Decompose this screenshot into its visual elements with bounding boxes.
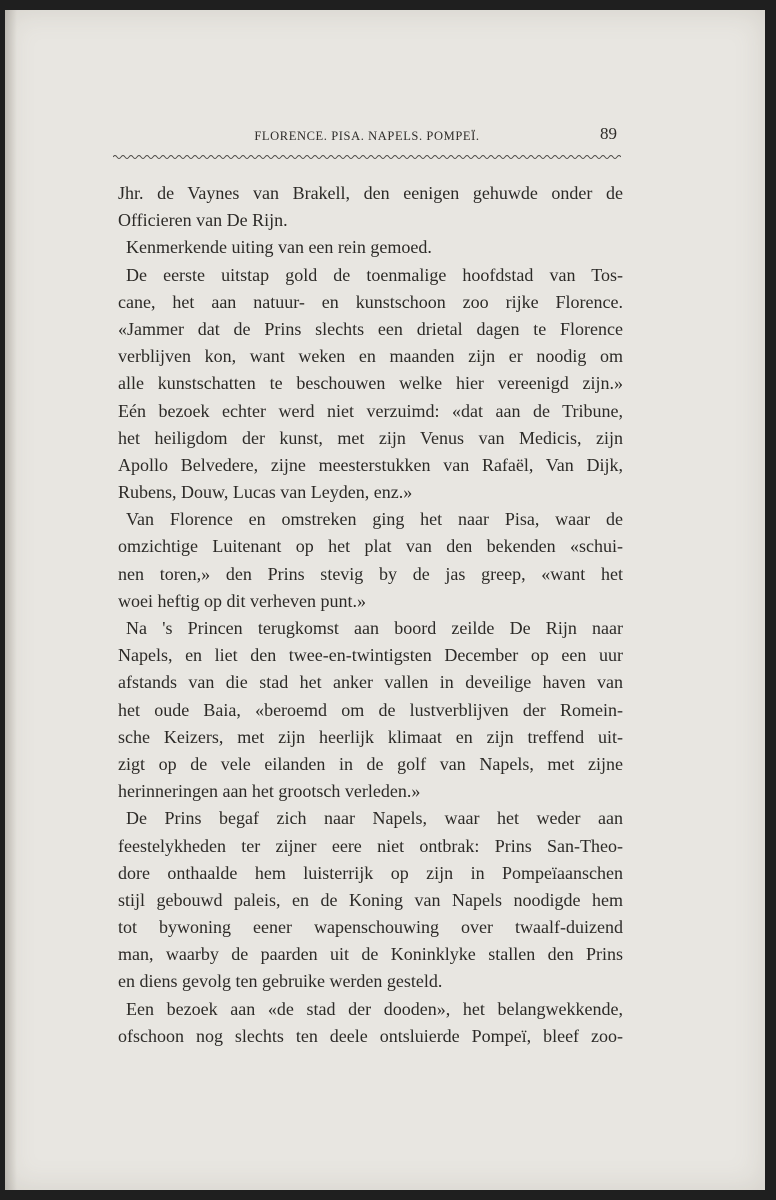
text-line: Eén bezoek echter werd niet verzuimd: «dat aan de Tribune, bbox=[118, 400, 623, 421]
text-line: alle kunstschatten te beschouwen welke hier vereenigd zijn.» bbox=[118, 373, 623, 394]
text-line: man, waarby de paarden uit de Koninklyke stallen den Prins bbox=[118, 944, 623, 965]
text-line: Kenmerkende uiting van een rein gemoed. bbox=[126, 237, 432, 258]
text-line: Een bezoek aan «de stad der dooden», het belangwekkende, bbox=[126, 998, 623, 1019]
text-line: afstands van die stad het anker vallen in deveilige haven van bbox=[118, 672, 623, 693]
text-line: De Prins begaf zich naar Napels, waar het weder aan bbox=[126, 808, 623, 829]
text-line: tot bywoning eener wapenschouwing over twaalf-duizend bbox=[118, 917, 623, 938]
page-number: 89 bbox=[600, 124, 617, 143]
text-line: Napels, en liet den twee-en-twintigsten December op een uur bbox=[118, 645, 623, 666]
text-line: Officieren van De Rijn. bbox=[118, 210, 288, 231]
text-line: en diens gevolg ten gebruike werden gesteld. bbox=[118, 971, 443, 992]
page-gutter-shadow bbox=[5, 10, 17, 1190]
text-line: Na 's Princen terugkomst aan boord zeilde De Rijn naar bbox=[126, 618, 623, 638]
text-line: nen toren,» den Prins stevig by de jas greep, «want het bbox=[118, 563, 623, 584]
text-line: woei heftig op dit verheven punt.» bbox=[118, 590, 366, 611]
text-line: dore onthaalde hem luisterrijk op zijn in Pompeïaanschen bbox=[118, 862, 623, 883]
text-line: Van Florence en omstreken ging het naar Pisa, waar de bbox=[126, 509, 623, 530]
text-line: het oude Baia, «beroemd om de lustverblijven der Romein- bbox=[118, 699, 623, 720]
page-header bbox=[113, 118, 621, 158]
text-line: Jhr. de Vaynes van Brakell, den eenigen gehuwde onder de bbox=[118, 183, 623, 203]
running-head: FLORENCE. PISA. NAPELS. POMPEÏ. bbox=[254, 129, 480, 143]
text-line: omzichtige Luitenant op het plat van den bekenden «schui- bbox=[118, 536, 623, 557]
text-line: ofschoon nog slechts ten deele ontsluierde Pompeï, bleef zoo- bbox=[118, 1025, 623, 1046]
text-line: herinneringen aan het grootsch verleden.» bbox=[118, 781, 421, 802]
text-line: Rubens, Douw, Lucas van Leyden, enz.» bbox=[118, 482, 413, 503]
text-line: verblijven kon, want weken en maanden zijn er noodig om bbox=[118, 346, 623, 367]
text-line: Apollo Belvedere, zijne meesterstukken van Rafaël, Van Dijk, bbox=[118, 454, 623, 475]
text-line: het heiligdom der kunst, met zijn Venus van Medicis, zijn bbox=[118, 427, 623, 448]
text-line: sche Keizers, met zijn heerlijk klimaat en zijn treffend uit- bbox=[118, 726, 623, 747]
book-page bbox=[5, 10, 765, 1190]
text-line: feestelykheden ter zijner eere niet ontbrak: Prins San-Theo- bbox=[118, 835, 623, 856]
text-line: zigt op de vele eilanden in de golf van Napels, met zijne bbox=[118, 753, 623, 774]
text-line: De eerste uitstap gold de toenmalige hoofdstad van Tos- bbox=[126, 264, 623, 285]
body-text bbox=[118, 180, 623, 1050]
text-line: cane, het aan natuur- en kunstschoon zoo rijke Florence. bbox=[118, 291, 623, 312]
text-line: stijl gebouwd paleis, en de Koning van Napels noodigde hem bbox=[118, 889, 623, 910]
text-line: «Jammer dat de Prins slechts een drietal dagen te Florence bbox=[118, 318, 623, 339]
wavy-rule-divider bbox=[113, 154, 621, 160]
